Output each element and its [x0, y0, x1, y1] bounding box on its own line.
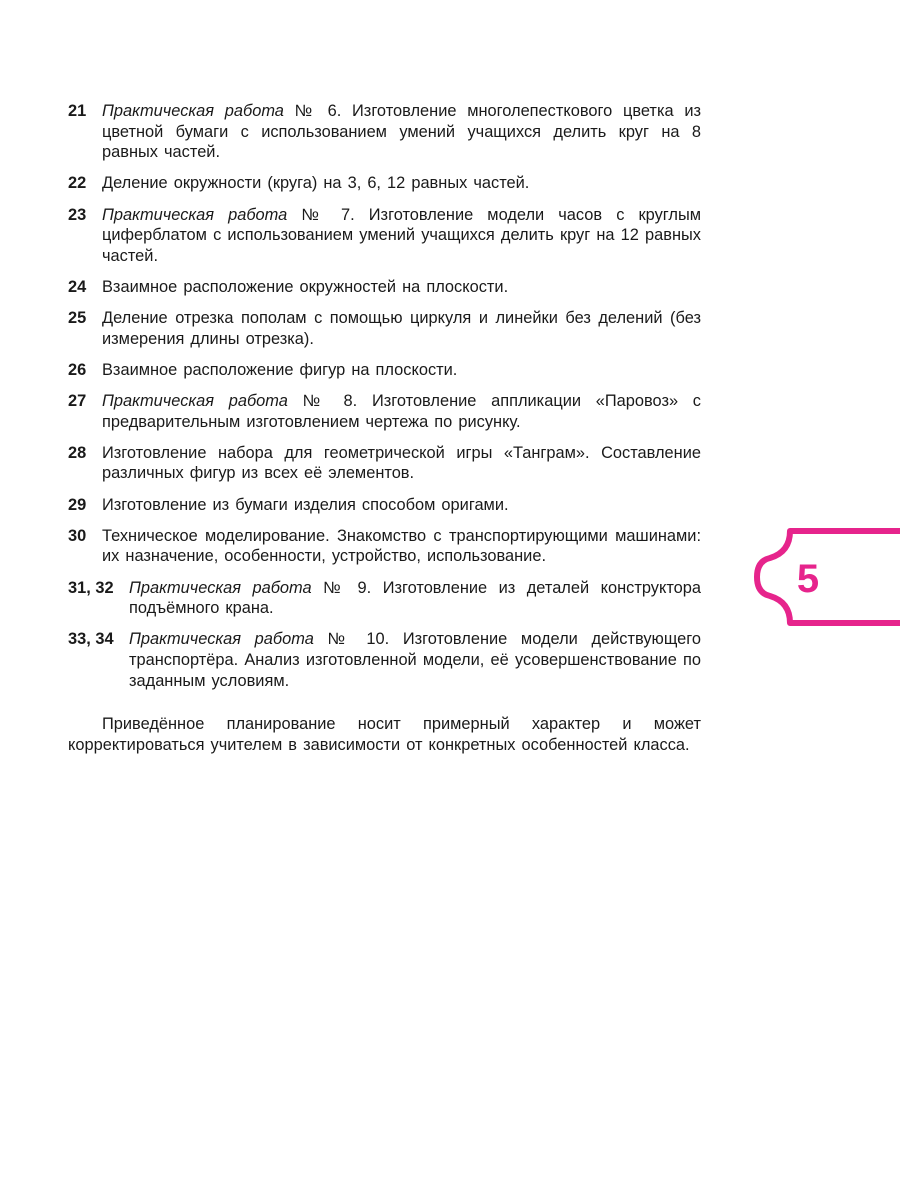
list-item: [68, 205, 701, 267]
item-number: 25: [68, 309, 87, 328]
item-text: [102, 526, 701, 567]
list-item: [68, 443, 701, 484]
item-lead: Практическая работа: [102, 102, 284, 120]
item-text: [102, 173, 701, 194]
list-item: [68, 101, 701, 163]
lesson-plan-list: [68, 101, 701, 772]
item-number: 22: [68, 174, 87, 193]
item-text: [102, 205, 701, 267]
item-body: Взаимное расположение окружностей на плоскости.: [102, 277, 509, 296]
list-item: [68, 391, 701, 432]
item-number: 29: [68, 495, 87, 514]
item-body: Деление отрезка пополам с помощью циркуля и линейки без делений (без измерения длины отрезка).: [102, 309, 701, 348]
item-body: № 7. Изготовление модели часов с круглым циферблатом с использованием умений учащихся делить круг на 12 равных частей.: [102, 205, 701, 265]
item-number: 33, 34: [68, 630, 114, 649]
list-item: [68, 526, 701, 567]
item-text: [102, 360, 701, 381]
item-number: 26: [68, 360, 87, 379]
list-item: [68, 173, 701, 194]
list-item: [68, 277, 701, 298]
item-lead: Практическая работа: [102, 205, 288, 224]
item-text: [102, 391, 701, 432]
item-body: № 10. Изготовление модели действующего транспортёра. Анализ изготовленной модели, её усовершенствование по заданным условиям.: [129, 630, 701, 690]
item-text: [102, 308, 701, 349]
item-number: 31, 32: [68, 578, 114, 597]
item-body: № 8. Изготовление аппликации «Паровоз» с предварительным изготовлением чертежа по рисунку.: [102, 392, 701, 431]
item-lead: Практическая работа: [102, 392, 288, 411]
item-number: 23: [68, 205, 87, 224]
item-lead: Практическая работа: [129, 630, 314, 649]
chapter-tab-frame: [748, 528, 900, 626]
chapter-number: 5: [796, 557, 820, 601]
item-text: [129, 629, 701, 691]
list-item: [68, 360, 701, 381]
item-body: Взаимное расположение фигур на плоскости.: [102, 360, 458, 379]
item-number: 27: [68, 392, 87, 411]
chapter-tab: [748, 528, 900, 626]
item-body: № 9. Изготовление из деталей конструктора подъёмного крана.: [129, 578, 701, 618]
item-text: [102, 495, 701, 516]
item-number: 24: [68, 277, 87, 296]
list-item: [68, 578, 701, 619]
item-body: Техническое моделирование. Знакомство с транспортирующими машинами: их назначение, особенности, устройство, использование.: [102, 526, 701, 566]
item-text: [129, 578, 701, 619]
item-text: [102, 101, 701, 163]
item-body: Изготовление из бумаги изделия способом оригами.: [102, 495, 509, 514]
closing-note: Приведённое планирование носит примерный характер и может корректироваться учителем в зависимости от конкретных особенностей класса.: [68, 715, 701, 754]
item-number: 30: [68, 526, 87, 545]
item-text: [102, 277, 701, 298]
item-lead: Практическая работа: [129, 578, 312, 597]
list-item: [68, 629, 701, 691]
item-text: [102, 443, 701, 484]
list-item: [68, 495, 701, 516]
item-number: 21: [68, 102, 87, 120]
list-item: [68, 308, 701, 349]
item-body: Деление окружности (круга) на 3, 6, 12 равных частей.: [102, 174, 530, 193]
item-body: № 6. Изготовление многолепесткового цветка из цветной бумаги с использованием умений учащихся делить круг на 8 равных частей.: [102, 102, 701, 162]
item-number: 28: [68, 443, 87, 462]
item-body: Изготовление набора для геометрической игры «Танграм». Составление различных фигур из всех её элементов.: [102, 443, 701, 483]
